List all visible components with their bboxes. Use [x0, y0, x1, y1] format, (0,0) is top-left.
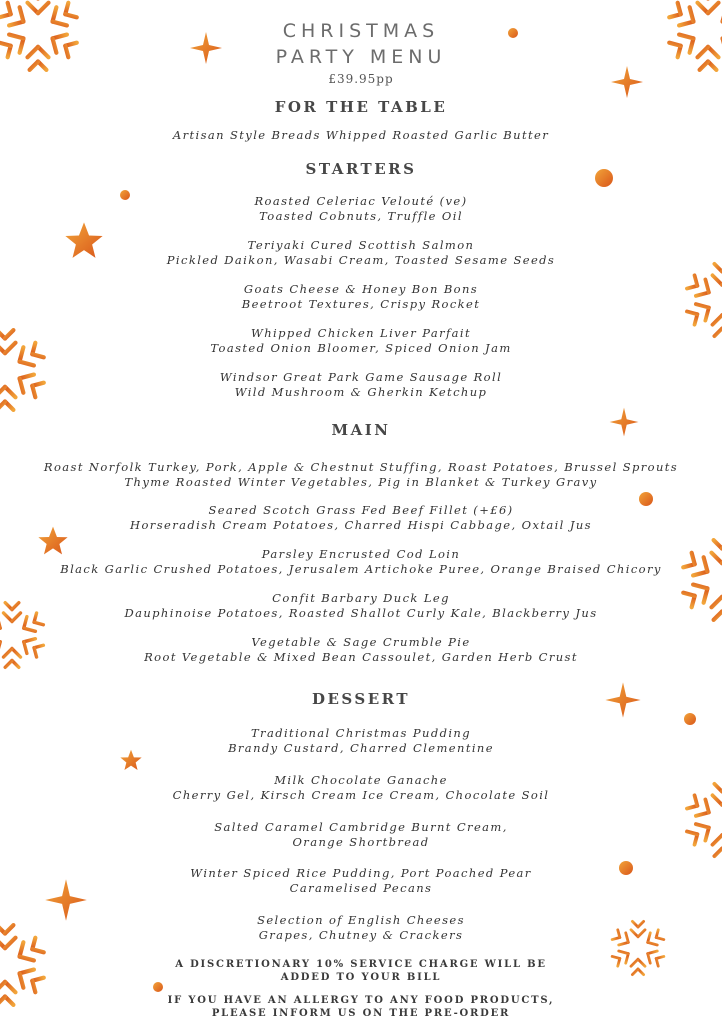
- dessert-heading: DESSERT: [311, 690, 411, 708]
- dish-name: Roast Norfolk Turkey, Pork, Apple & Chestnut Stuffing, Roast Potatoes, Brussel Sprouts: [43, 460, 679, 474]
- menu-price: £39.95pp: [328, 72, 394, 86]
- dish-description: Dauphinoise Potatoes, Roasted Shallot Curly Kale, Blackberry Jus: [124, 606, 598, 620]
- dish-name: Windsor Great Park Game Sausage Roll: [219, 370, 503, 384]
- service-charge-line2: ADDED TO YOUR BILL: [280, 972, 442, 983]
- dish-description: Caramelised Pecans: [289, 881, 433, 895]
- dish-name: Milk Chocolate Ganache: [274, 773, 448, 787]
- menu-title-line2: PARTY MENU: [275, 46, 447, 68]
- menu-item: [0, 238, 722, 268]
- menu-item: [0, 866, 722, 896]
- menu-item: [0, 370, 722, 400]
- dish-name: Goats Cheese & Honey Bon Bons: [243, 282, 479, 296]
- main-heading: MAIN: [331, 421, 391, 439]
- menu-item: [0, 460, 722, 490]
- dish-description: Beetroot Textures, Crispy Rocket: [241, 297, 481, 311]
- for-the-table-heading: FOR THE TABLE: [274, 98, 448, 116]
- menu-item: [0, 503, 722, 533]
- dish-name: Winter Spiced Rice Pudding, Port Poached Pear: [190, 866, 532, 880]
- dish-description: Orange Shortbread: [292, 835, 430, 849]
- allergy-line1: IF YOU HAVE AN ALLERGY TO ANY FOOD PRODUCTS,: [167, 995, 555, 1006]
- menu-item: [0, 547, 722, 577]
- menu-item: [0, 820, 722, 850]
- dish-name: Whipped Chicken Liver Parfait: [251, 326, 471, 340]
- menu-title-line1: CHRISTMAS: [282, 20, 440, 42]
- dish-description: Black Garlic Crushed Potatoes, Jerusalem Artichoke Puree, Orange Braised Chicory: [60, 562, 662, 576]
- allergy-line2: PLEASE INFORM US ON THE PRE-ORDER: [211, 1008, 511, 1019]
- dish-name: Vegetable & Sage Crumble Pie: [251, 635, 471, 649]
- dish-description: Pickled Daikon, Wasabi Cream, Toasted Sesame Seeds: [166, 253, 556, 267]
- menu-item: [0, 194, 722, 224]
- dish-name: Parsley Encrusted Cod Loin: [261, 547, 461, 561]
- dish-description: Wild Mushroom & Gherkin Ketchup: [234, 385, 488, 399]
- menu-item: [0, 773, 722, 803]
- dish-name: Salted Caramel Cambridge Burnt Cream,: [214, 820, 508, 834]
- dish-name: Selection of English Cheeses: [257, 913, 465, 927]
- dish-name: Seared Scotch Grass Fed Beef Fillet (+£6): [208, 503, 514, 517]
- service-charge-note: [0, 958, 722, 984]
- menu-item: [0, 128, 722, 143]
- dish-description: Thyme Roasted Winter Vegetables, Pig in Blanket & Turkey Gravy: [124, 475, 598, 489]
- dish-description: Cherry Gel, Kirsch Cream Ice Cream, Chocolate Soil: [172, 788, 550, 802]
- dish-name: Teriyaki Cured Scottish Salmon: [247, 238, 475, 252]
- dish-description: Horseradish Cream Potatoes, Charred Hispi Cabbage, Oxtail Jus: [130, 518, 592, 532]
- orange-dot-icon: [684, 713, 696, 725]
- menu-item: [0, 635, 722, 665]
- dish-name: Roasted Celeriac Velouté (ve): [254, 194, 468, 208]
- dish-name: Traditional Christmas Pudding: [250, 726, 472, 740]
- dish-name: Confit Barbary Duck Leg: [272, 591, 450, 605]
- starters-heading: STARTERS: [305, 160, 417, 178]
- service-charge-line1: A DISCRETIONARY 10% SERVICE CHARGE WILL BE: [175, 959, 547, 970]
- menu-item: [0, 326, 722, 356]
- dish-description: Toasted Cobnuts, Truffle Oil: [259, 209, 463, 223]
- dish-description: Artisan Style Breads Whipped Roasted Garlic Butter: [172, 128, 550, 142]
- menu-item: [0, 591, 722, 621]
- dish-description: Root Vegetable & Mixed Bean Cassoulet, Garden Herb Crust: [144, 650, 578, 664]
- menu-item: [0, 282, 722, 312]
- menu-item: [0, 913, 722, 943]
- dish-description: Brandy Custard, Charred Clementine: [228, 741, 494, 755]
- dish-description: Grapes, Chutney & Crackers: [258, 928, 464, 942]
- allergy-note: [0, 994, 722, 1020]
- menu-item: [0, 726, 722, 756]
- dish-description: Toasted Onion Bloomer, Spiced Onion Jam: [210, 341, 512, 355]
